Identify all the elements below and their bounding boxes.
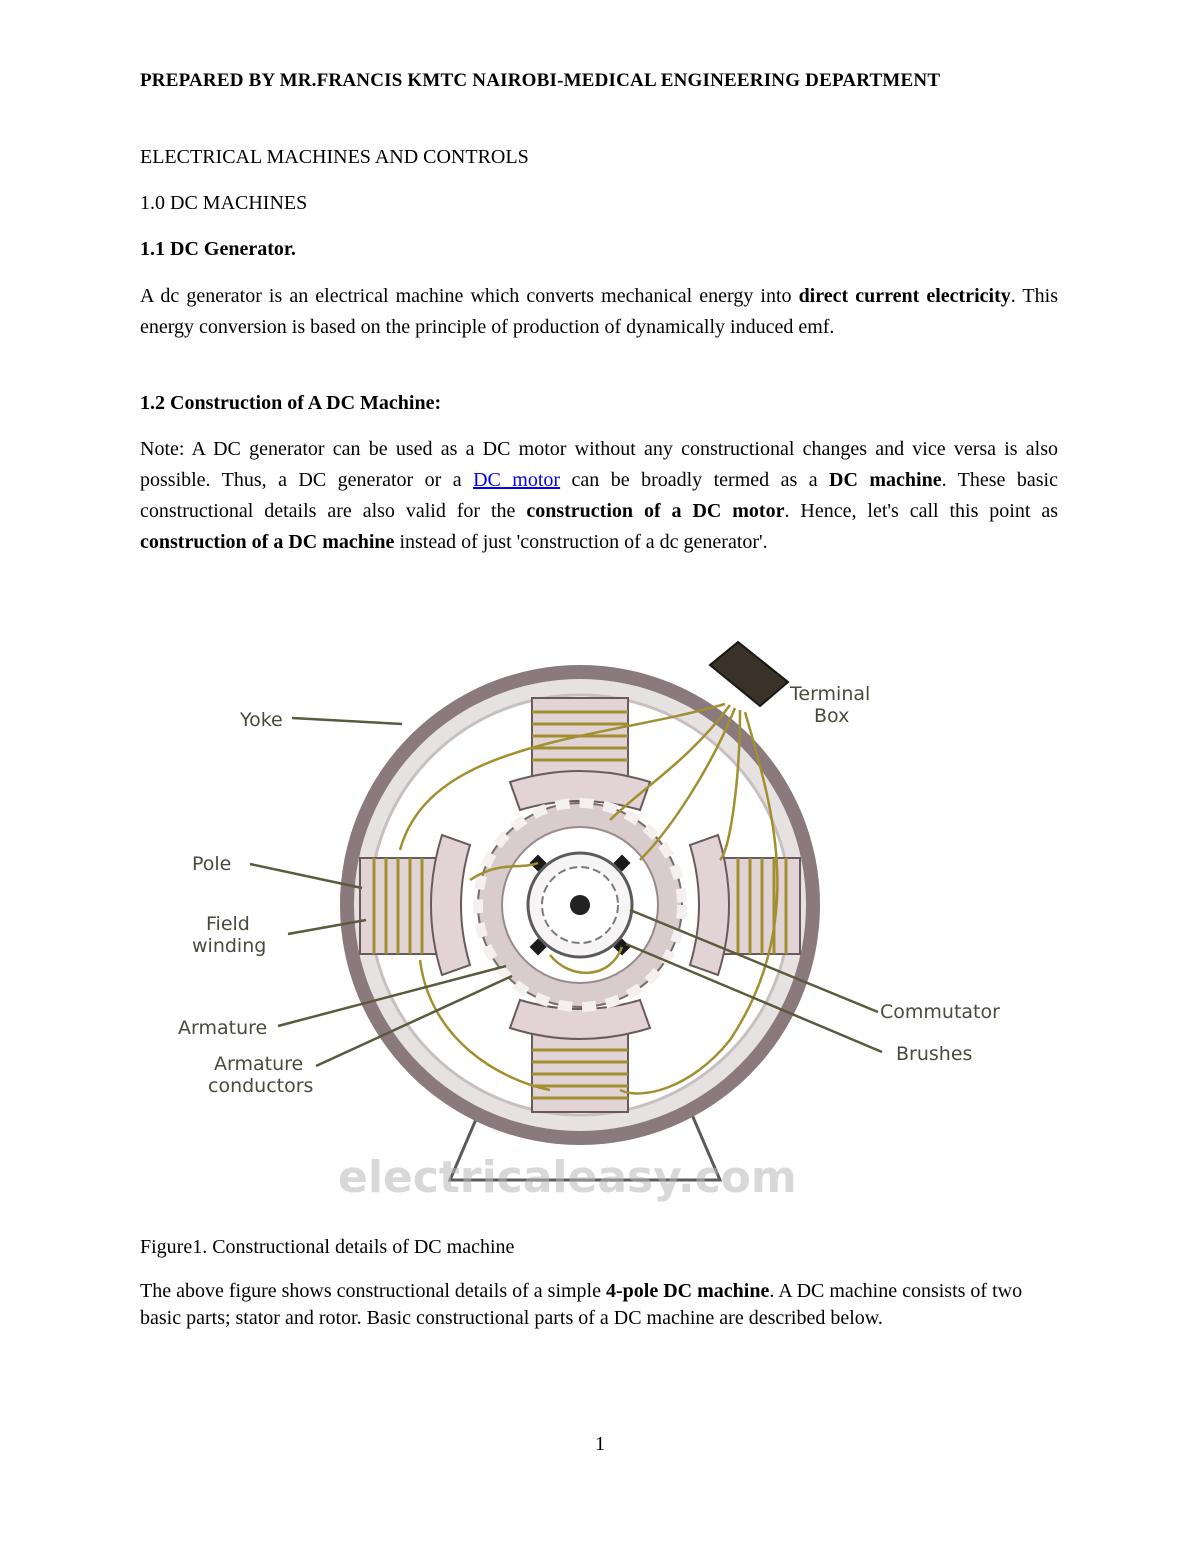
text: The above figure shows constructional details of a simple xyxy=(140,1280,606,1302)
armature-conductors-label-1: Armature xyxy=(214,1053,304,1075)
text: . This energy conversion is based on the principle of production of dynamically induced emf. xyxy=(140,285,1058,338)
pole-label: Pole xyxy=(192,853,232,875)
commutator-label: Commutator xyxy=(880,1001,1000,1023)
text: A dc generator is an electrical machine which converts mechanical energy into xyxy=(140,285,799,307)
page-header: PREPARED BY MR.FRANCIS KMTC NAIROBI-MEDICAL ENGINEERING DEPARTMENT xyxy=(140,70,941,91)
text: . Hence, let's call this point as xyxy=(784,500,1058,522)
text: instead of just 'construction of a dc generator'. xyxy=(394,531,768,553)
section-heading-1-2: 1.2 Construction of A DC Machine: xyxy=(140,392,442,414)
paragraph-dc-generator xyxy=(140,281,1058,343)
document-title: ELECTRICAL MACHINES AND CONTROLS xyxy=(140,146,529,168)
bold-text: direct current electricity xyxy=(798,285,1011,307)
text: . A DC machine consists of two basic parts; stator and rotor. Basic constructional parts of a DC machine are described below. xyxy=(140,1280,1023,1329)
paragraph-figure-description xyxy=(140,1278,1058,1332)
section-heading-1-1: 1.1 DC Generator. xyxy=(140,238,296,260)
figure-caption: Figure1. Constructional details of DC machine xyxy=(140,1236,515,1258)
pole-bottom xyxy=(510,1000,650,1112)
page-number: 1 xyxy=(595,1433,605,1455)
field-winding-label-2: winding xyxy=(192,935,267,957)
terminal-box-label-2: Box xyxy=(814,705,850,727)
paragraph-construction-note xyxy=(140,434,1058,558)
text: . These basic constructional details are also valid for the xyxy=(140,469,1058,522)
armature-label: Armature xyxy=(178,1017,268,1039)
watermark: electricaleasy.com xyxy=(338,1152,797,1203)
bold-text: construction of a DC motor xyxy=(526,500,785,522)
armature-conductors-label-2: conductors xyxy=(208,1075,314,1097)
brushes-label: Brushes xyxy=(896,1043,973,1065)
dc-machine-figure xyxy=(170,620,1030,1210)
section-heading-1-0: 1.0 DC MACHINES xyxy=(140,192,308,214)
dc-motor-link[interactable]: DC motor xyxy=(473,469,561,491)
pole-top xyxy=(510,698,650,810)
bold-text: DC machine xyxy=(829,469,942,491)
bold-text: construction of a DC machine xyxy=(140,531,395,553)
terminal-box-label-1: Terminal xyxy=(790,683,871,705)
dc-machine-diagram xyxy=(170,620,1030,1210)
text: Note: A DC generator can be used as a DC motor without any constructional changes and vice versa is also possible. Thus, a DC generator or a xyxy=(140,438,1058,491)
shaft xyxy=(570,895,590,915)
yoke-label: Yoke xyxy=(240,709,283,731)
bold-text: 4-pole DC machine xyxy=(606,1280,770,1302)
terminal-box xyxy=(710,642,788,706)
text: can be broadly termed as a xyxy=(560,469,830,491)
field-winding-label-1: Field xyxy=(206,913,250,935)
